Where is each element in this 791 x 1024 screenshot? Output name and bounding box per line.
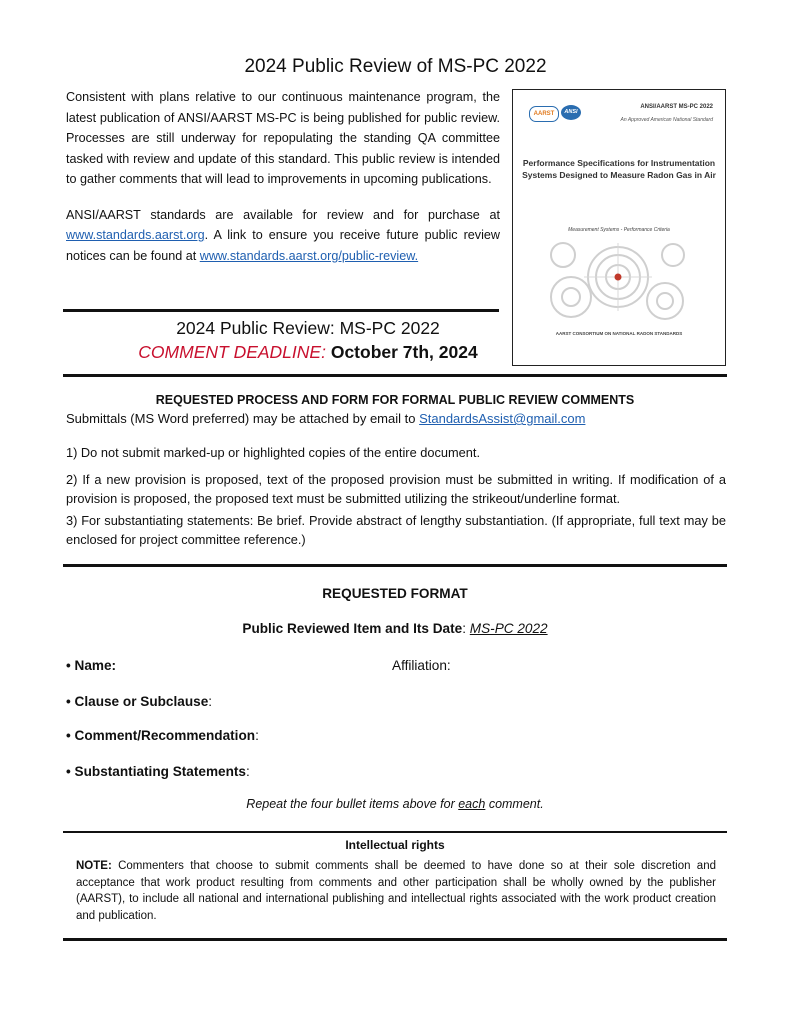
public-review-link[interactable]: www.standards.aarst.org/public-review. xyxy=(199,248,419,263)
divider xyxy=(63,374,727,377)
divider xyxy=(63,938,727,941)
reviewed-item-value: MS-PC 2022 xyxy=(469,621,548,636)
ansi-logo: ANSI xyxy=(561,105,581,120)
reviewed-item-line: Public Reviewed Item and Its Date: MS-PC 2022 xyxy=(242,621,548,636)
divider xyxy=(63,831,727,833)
deadline-label: COMMENT DEADLINE: xyxy=(138,342,326,362)
review-line: 2024 Public Review: MS-PC 2022 xyxy=(176,318,440,338)
email-link[interactable]: StandardsAssist@gmail.com xyxy=(419,411,586,426)
intro-text xyxy=(66,87,500,281)
divider xyxy=(63,309,499,312)
format-heading: REQUESTED FORMAT xyxy=(322,586,468,601)
cover-header: ANSI/AARST MS-PC 2022 xyxy=(640,104,713,110)
process-item-3: 3) For substantiating statements: Be brief. Provide abstract of lengthy substantiation. (If appropriate, full text may be enclosed for project committee reference.) xyxy=(66,513,726,547)
cover-title: Performance Specifications for Instrumentation Systems Designed to Measure Radon Gas in Air xyxy=(522,158,716,180)
review-banner xyxy=(63,316,553,364)
intro-paragraph-2: ANSI/AARST standards are available for review and for purchase at www.standards.aarst.org. A link to ensure you receive future public review notices can be found at www.standards.aarst.org/public-review. xyxy=(66,207,500,263)
page-title: 2024 Public Review of MS-PC 2022 xyxy=(244,56,547,77)
affiliation-label: Affiliation: xyxy=(392,658,451,673)
process-item-1: 1) Do not submit marked-up or highlighted copies of the entire document. xyxy=(66,445,480,460)
submittals-line: Submittals (MS Word preferred) may be attached by email to StandardsAssist@gmail.com xyxy=(66,411,586,426)
cover-measurement-text: Measurement Systems - Performance Criteria xyxy=(568,227,670,233)
substantiating-label: • Substantiating Statements: xyxy=(66,764,250,779)
cover-footer: AARST CONSORTIUM ON NATIONAL RADON STANDARDS xyxy=(555,331,683,336)
aarst-logo: AARST xyxy=(529,106,559,122)
process-item-2: 2) If a new provision is proposed, text of the proposed provision must be submitted in writing. If modification of a provision is proposed, the proposed text must be submitted utilizing the strikeout/underline format. xyxy=(66,472,726,506)
deadline-line xyxy=(63,340,553,364)
rights-note: NOTE: Commenters that choose to submit comments shall be deemed to have done so at their sole discretion and acceptance that work product resulting from comments and other participation shall be wholly owned by the publisher (AARST), to include all national and international publishing and intellectual rights associated with the work product creation and publication. xyxy=(76,860,716,922)
cover-subheader: An Approved American National Standard xyxy=(620,117,713,123)
divider xyxy=(63,564,727,567)
clause-label: • Clause or Subclause: xyxy=(66,694,213,709)
deadline-value: October 7th, 2024 xyxy=(330,342,478,362)
comment-label: • Comment/Recommendation: xyxy=(66,728,259,743)
repeat-instruction: Repeat the four bullet items above for each comment. xyxy=(246,797,544,811)
process-heading: REQUESTED PROCESS AND FORM FOR FORMAL PUBLIC REVIEW COMMENTS xyxy=(155,393,635,407)
intro-paragraph-1: Consistent with plans relative to our continuous maintenance program, the latest publication of ANSI/AARST MS-PC is being published for public review. Processes are still underway for repopulating the standing QA committee tasked with review and update of this standard. This public review is intended to gather comments that will lead to improvements in upcoming publications. xyxy=(66,90,500,186)
rights-heading: Intellectual rights xyxy=(345,838,445,852)
name-label: • Name: xyxy=(66,658,117,673)
gears-illustration xyxy=(543,235,693,325)
standards-link[interactable]: www.standards.aarst.org xyxy=(66,228,205,242)
